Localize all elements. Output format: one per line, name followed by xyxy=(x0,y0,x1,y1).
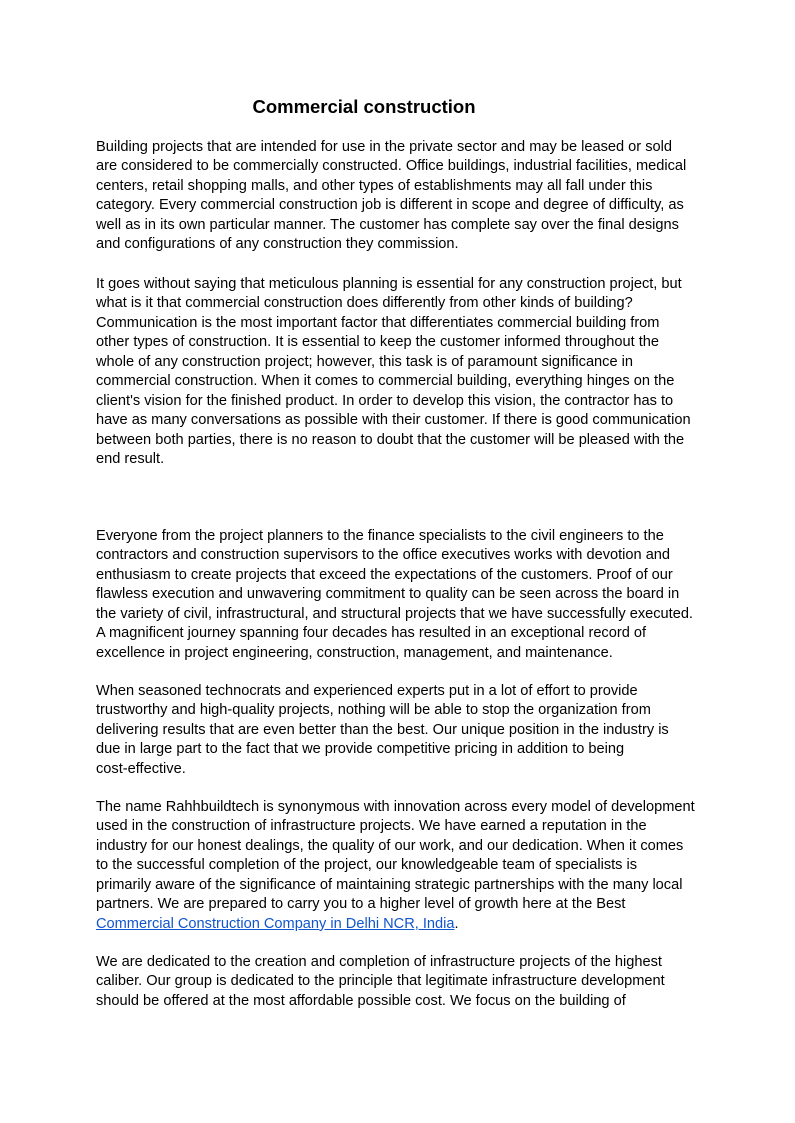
link-trailing-punctuation: . xyxy=(454,915,459,932)
paragraph-2 xyxy=(96,275,716,470)
text-line: what is it that commercial construction does differently from other kinds of building? xyxy=(96,295,633,312)
text-line: primarily aware of the significance of maintaining strategic partnerships with the many local xyxy=(96,876,683,893)
text-line: Communication is the most important factor that differentiates commercial building from xyxy=(96,314,660,331)
text-line: The name Rahhbuildtech is synonymous with innovation across every model of development xyxy=(96,799,695,815)
text-line: between both parties, there is no reason to doubt that the customer will be pleased with the xyxy=(96,431,685,448)
text-line: have as many conversations as possible with their customer. If there is good communication xyxy=(96,412,691,429)
text-line: used in the construction of infrastructure projects. We have earned a reputation in the xyxy=(96,818,647,835)
text-line: end result. xyxy=(96,451,165,468)
link-line xyxy=(96,915,716,934)
paragraph-1 xyxy=(96,138,716,255)
text-line: and configurations of any construction they commission. xyxy=(96,236,459,253)
text-line: trustworthy and high-quality projects, nothing will be able to stop the organization from xyxy=(96,702,651,719)
text-line: cost-effective. xyxy=(96,760,186,777)
page-title: Commercial construction xyxy=(252,96,476,117)
text-line: industry for our honest dealings, the quality of our work, and our dedication. When it comes xyxy=(96,837,684,854)
text-line: should be offered at the most affordable possible cost. We focus on the building of xyxy=(96,992,626,1009)
text-line: caliber. Our group is dedicated to the principle that legitimate infrastructure development xyxy=(96,973,665,990)
paragraph-3 xyxy=(96,527,716,663)
text-line: whole of any construction project; however, this task is of paramount significance in xyxy=(96,353,634,370)
text-line: centers, retail shopping malls, and other types of establishments may all fall under this xyxy=(96,177,653,194)
text-line: We are dedicated to the creation and completion of infrastructure projects of the highest xyxy=(96,954,662,970)
text-line: flawless execution and unwavering commitment to quality can be seen across the board in xyxy=(96,586,680,603)
text-line: client's vision for the finished product. In order to develop this vision, the contractor has to xyxy=(96,392,674,409)
text-line: When seasoned technocrats and experienced experts put in a lot of effort to provide xyxy=(96,683,638,699)
text-line: excellence in project engineering, construction, management, and maintenance. xyxy=(96,644,613,661)
text-line: partners. We are prepared to carry you to a higher level of growth here at the Best xyxy=(96,896,626,913)
text-line: commercial construction. When it comes to commercial building, everything hinges on the xyxy=(96,373,675,390)
text-line: are considered to be commercially constructed. Office buildings, industrial facilities, medical xyxy=(96,158,687,175)
text-line: well as in its own particular manner. The customer has complete say over the final designs xyxy=(96,216,679,233)
text-line: It goes without saying that meticulous planning is essential for any construction project, but xyxy=(96,276,682,292)
text-line: to the successful completion of the project, our knowledgeable team of specialists is xyxy=(96,857,638,874)
text-line: contractors and construction supervisors to the office executives works with devotion and xyxy=(96,547,671,564)
commercial-construction-company-link[interactable]: Commercial Construction Company in Delhi NCR, India xyxy=(96,915,455,932)
text-line: other types of construction. It is essential to keep the customer informed throughout the xyxy=(96,334,659,351)
text-line: delivering results that are even better than the best. Our unique position in the industry is xyxy=(96,721,669,738)
text-line: enthusiasm to create projects that exceed the expectations of the customers. Proof of our xyxy=(96,566,673,583)
text-line: due in large part to the fact that we provide competitive pricing in addition to being xyxy=(96,741,625,758)
text-line: the variety of civil, infrastructural, and structural projects that we have successfully executed. xyxy=(96,605,693,622)
paragraph-6 xyxy=(96,953,716,1011)
text-line: A magnificent journey spanning four decades has resulted in an exceptional record of xyxy=(96,625,647,642)
paragraph-4 xyxy=(96,682,716,779)
text-line: Everyone from the project planners to the finance specialists to the civil engineers to the xyxy=(96,528,664,544)
text-line: category. Every commercial construction job is different in scope and degree of difficulty, as xyxy=(96,197,684,214)
text-line: Building projects that are intended for use in the private sector and may be leased or sold xyxy=(96,139,672,155)
paragraph-5 xyxy=(96,798,716,934)
